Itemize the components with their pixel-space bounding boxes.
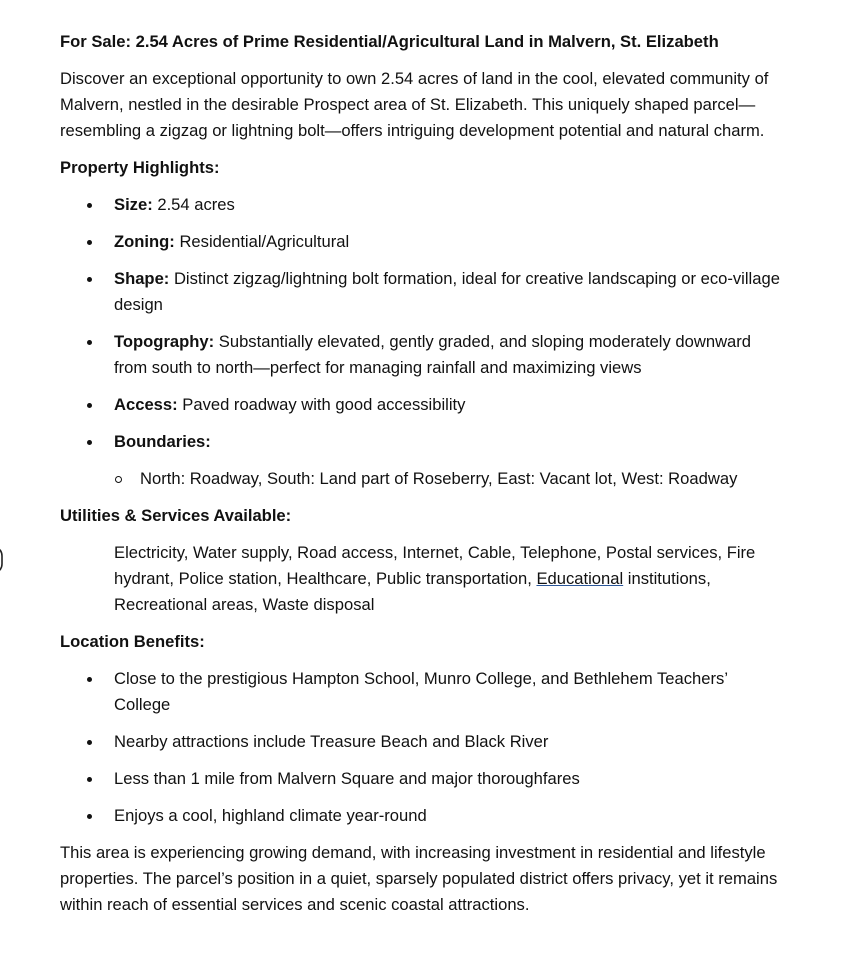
document-body [60, 29, 780, 929]
hand-pointer-icon [0, 544, 10, 574]
location-list [60, 666, 780, 829]
bullet-icon [87, 440, 92, 445]
list-item [60, 666, 780, 718]
bullet-icon [87, 340, 92, 345]
item-text: Less than 1 mile from Malvern Square and major thoroughfares [114, 769, 580, 788]
list-item [60, 429, 780, 455]
item-label: Zoning: [114, 232, 175, 251]
closing-paragraph: This area is experiencing growing demand, with increasing investment in residential and lifestyle properties. The parcel’s position in a quiet, sparsely populated district offers privacy, yet it remains within reach of essential services and scenic coastal attractions. [60, 843, 778, 914]
bullet-icon [87, 740, 92, 745]
list-item [60, 803, 780, 829]
item-text: Residential/Agricultural [174, 232, 350, 251]
utilities-text-before: Electricity, Water supply, Road access, Internet, Cable, Telephone, Postal services, Fire hydrant, Police station, Healthcare, Public transportation, [114, 543, 756, 588]
list-item [60, 266, 780, 318]
intro-paragraph: Discover an exceptional opportunity to own 2.54 acres of land in the cool, elevated community of Malvern, nestled in the desirable Prospect area of St. Elizabeth. This uniquely shaped parcel—resembling a zigzag or lightning bolt—offers intriguing development potential and natural charm. [60, 69, 769, 140]
list-item [60, 329, 780, 381]
list-item [60, 392, 780, 418]
bullet-icon [87, 203, 92, 208]
bullet-icon [87, 403, 92, 408]
item-label: Access: [114, 395, 178, 414]
item-text: Close to the prestigious Hampton School, Munro College, and Bethlehem Teachers’ College [114, 669, 728, 714]
item-text: Paved roadway with good accessibility [177, 395, 466, 414]
bullet-icon [87, 277, 92, 282]
item-label: Boundaries: [114, 432, 211, 451]
bullet-icon [87, 677, 92, 682]
utilities-underlined-word: Educational [536, 569, 624, 588]
item-text: Substantially elevated, gently graded, and sloping moderately downward from south to north—perfect for managing rainfall and maximizing views [114, 332, 752, 377]
bullet-icon [87, 777, 92, 782]
item-text: Distinct zigzag/lightning bolt formation, ideal for creative landscaping or eco-village design [114, 269, 780, 314]
listing-title: For Sale: 2.54 Acres of Prime Residential/Agricultural Land in Malvern, St. Elizabeth [60, 32, 719, 51]
list-item [60, 466, 780, 492]
list-item [60, 192, 780, 218]
utilities-paragraph [114, 540, 780, 618]
highlights-heading: Property Highlights: [60, 158, 220, 177]
utilities-heading: Utilities & Services Available: [60, 506, 292, 525]
boundaries-detail: North: Roadway, South: Land part of Roseberry, East: Vacant lot, West: Roadway [140, 469, 738, 488]
boundaries-sublist [60, 466, 780, 492]
location-heading: Location Benefits: [60, 632, 205, 651]
item-label: Size: [114, 195, 153, 214]
item-label: Topography: [114, 332, 215, 351]
list-item [60, 766, 780, 792]
bullet-icon [87, 814, 92, 819]
item-text: Nearby attractions include Treasure Beach and Black River [114, 732, 549, 751]
item-label: Shape: [114, 269, 170, 288]
list-item [60, 729, 780, 755]
bullet-icon [87, 240, 92, 245]
item-text: 2.54 acres [152, 195, 235, 214]
utilities-text-after: institutions, Recreational areas, Waste disposal [114, 569, 711, 614]
item-text: Enjoys a cool, highland climate year-round [114, 806, 427, 825]
hollow-bullet-icon [115, 476, 122, 483]
highlights-list [60, 192, 780, 455]
list-item [60, 229, 780, 255]
